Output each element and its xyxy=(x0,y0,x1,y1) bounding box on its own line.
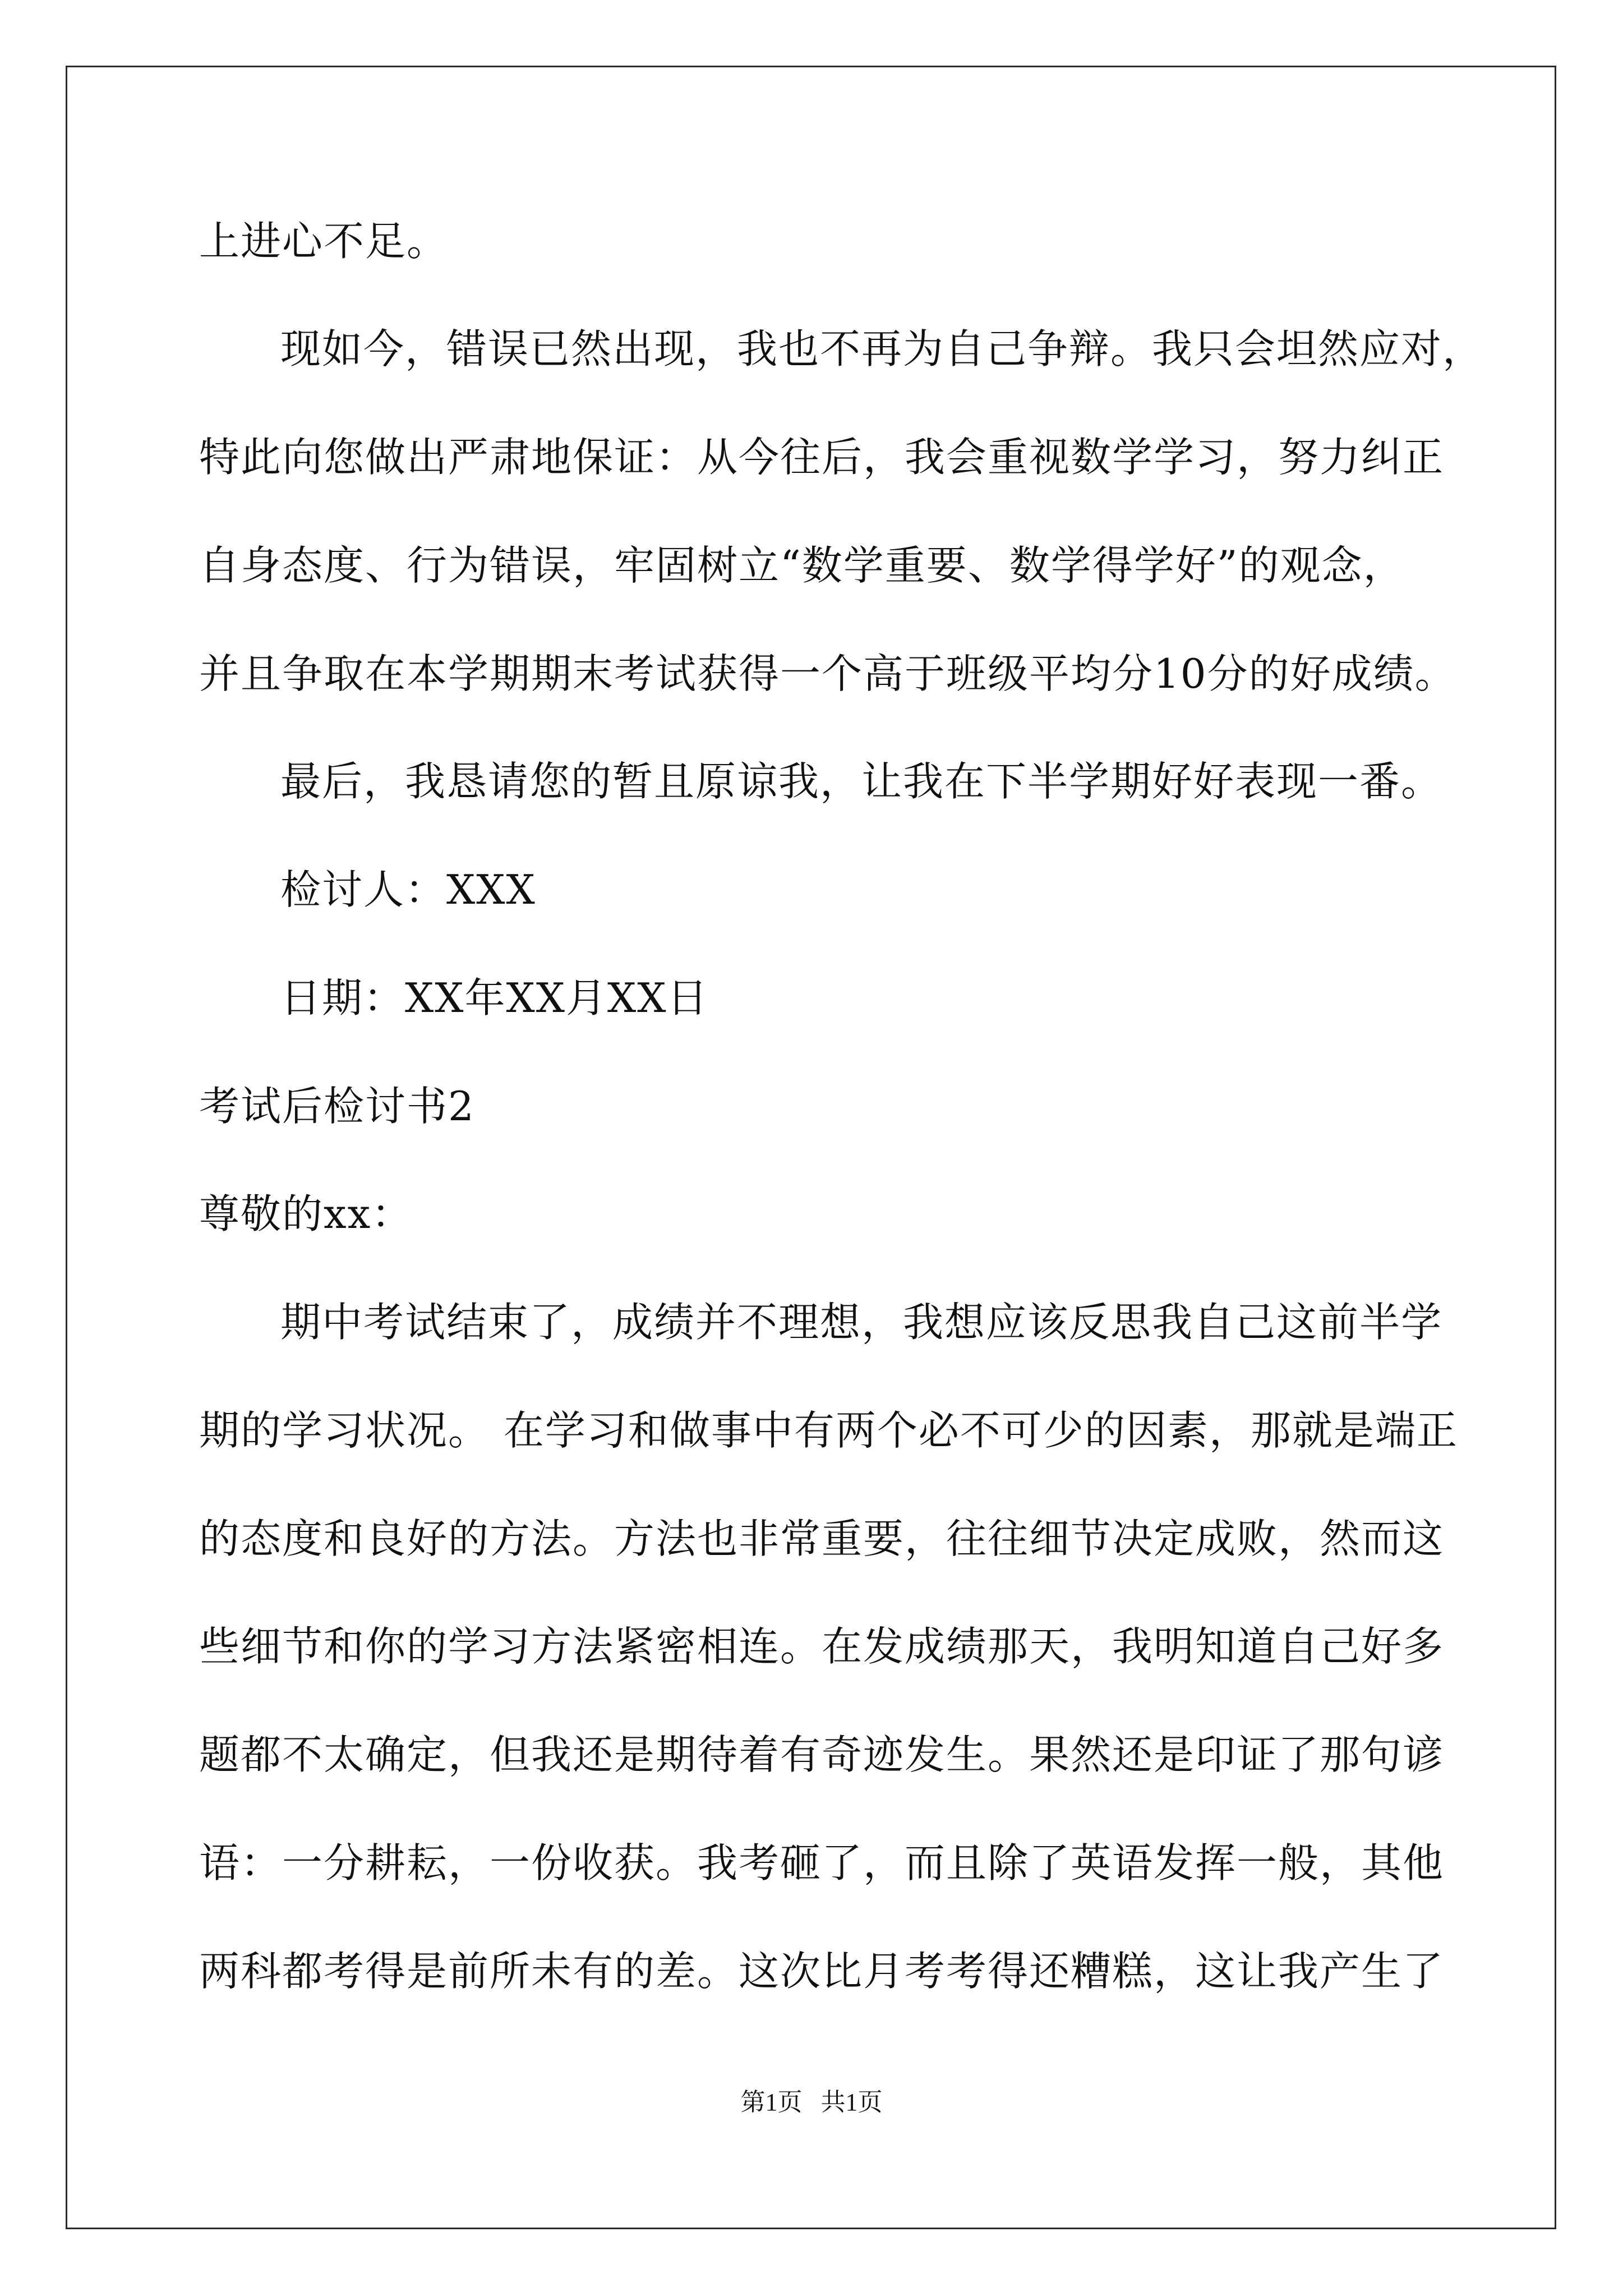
text-line-14: 些细节和你的学习方法紧密相连。在发成绩那天，我明知道自己好多 xyxy=(199,1623,1445,1670)
text-line-12: 期的学习状况。 在学习和做事中有两个必不可少的因素，那就是端正 xyxy=(199,1407,1458,1454)
page-border xyxy=(66,66,1556,2229)
page-footer: 第1页 共1页 xyxy=(740,2088,883,2116)
text-line-4: 自身态度、行为错误，牢固树立“数学重要、数学得学好”的观念， xyxy=(199,542,1405,589)
text-line-2: 现如今，错误已然出现，我也不再为自己争辩。我只会坦然应对， xyxy=(280,325,1484,372)
text-line-5: 并且争取在本学期期末考试获得一个高于班级平均分10分的好成绩。 xyxy=(199,650,1456,697)
salutation: 尊敬的xx： xyxy=(199,1190,413,1237)
text-line-11: 期中考试结束了，成绩并不理想，我想应该反思我自己这前半学 xyxy=(280,1299,1443,1346)
section-heading: 考试后检讨书2 xyxy=(199,1083,475,1130)
text-line-6: 最后，我恳请您的暂且原谅我，让我在下半学期好好表现一番。 xyxy=(280,758,1443,805)
date-line: 日期：XX年XX月XX日 xyxy=(280,974,709,1022)
text-line-3: 特此向您做出严肃地保证：从今往后，我会重视数学学习，努力纠正 xyxy=(199,434,1445,481)
signer-line: 检讨人：XXX xyxy=(280,866,536,913)
text-line-17: 两科都考得是前所未有的差。这次比月考考得还糟糕，这让我产生了 xyxy=(199,1948,1445,1995)
text-line-16: 语：一分耕耘，一份收获。我考砸了，而且除了英语发挥一般，其他 xyxy=(199,1839,1445,1887)
text-line-15: 题都不太确定，但我还是期待着有奇迹发生。果然还是印证了那句谚 xyxy=(199,1731,1445,1778)
text-line-1: 上进心不足。 xyxy=(199,218,449,265)
text-line-13: 的态度和良好的方法。方法也非常重要，往往细节决定成败，然而这 xyxy=(199,1515,1445,1562)
